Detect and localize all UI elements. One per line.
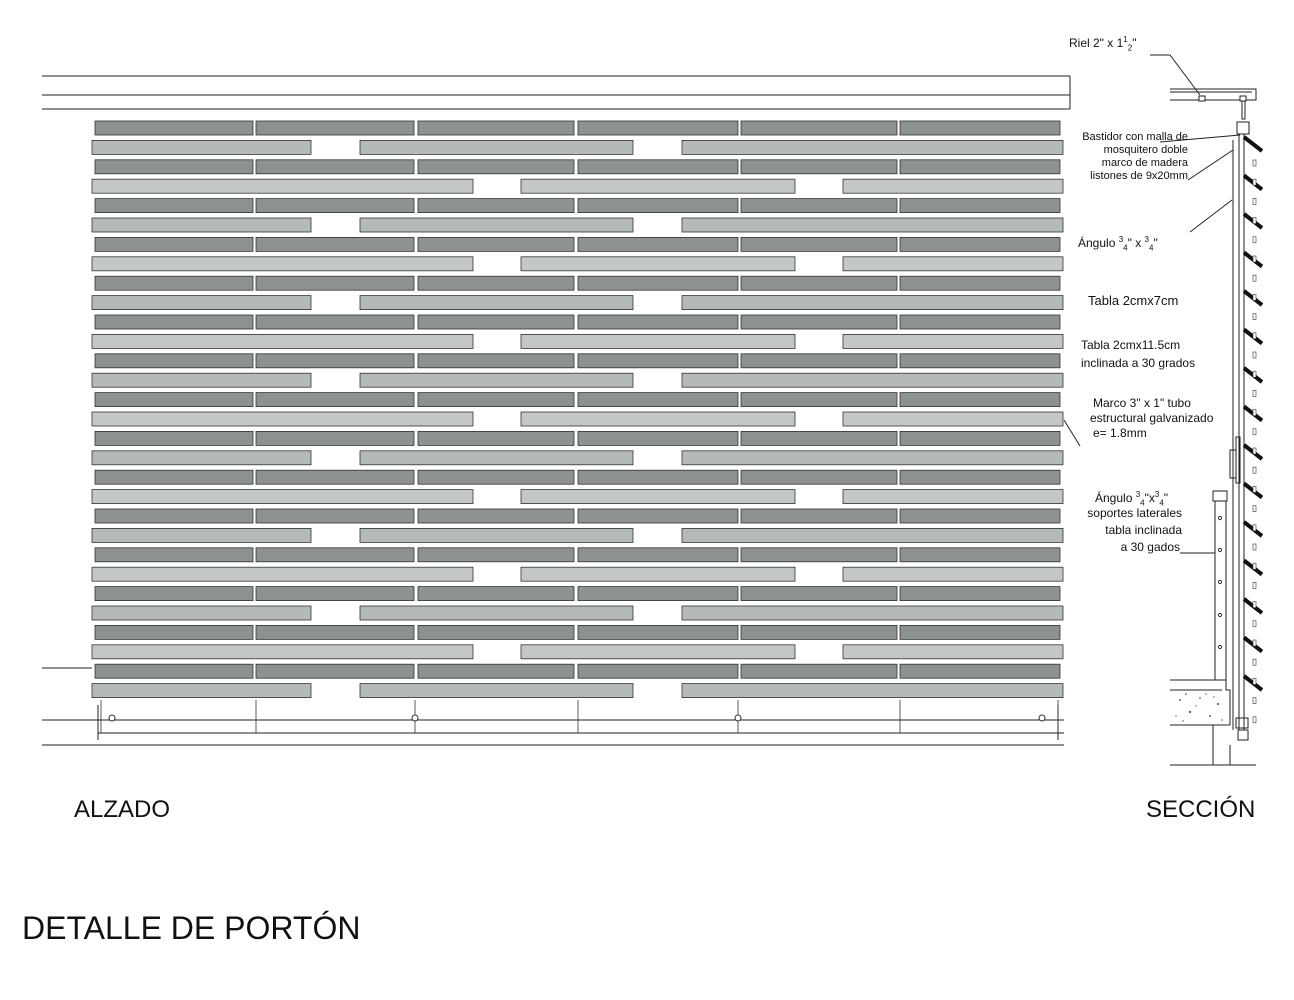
dark-slat [418, 315, 574, 329]
soportes-line-1: soportes laterales [1087, 506, 1182, 520]
dark-slat [95, 393, 253, 407]
dark-slat [418, 199, 574, 213]
dark-slat [741, 315, 897, 329]
dark-slat [256, 199, 414, 213]
light-slat [92, 606, 311, 620]
dark-slat [256, 587, 414, 601]
section-clip [1253, 544, 1256, 550]
light-slat [360, 296, 633, 310]
section-clip [1253, 160, 1256, 166]
light-slat [92, 645, 473, 659]
bolt-icon [1218, 516, 1221, 519]
bastidor-line-1: Bastidor con malla de [1082, 131, 1188, 143]
marco-annotation [1090, 396, 1213, 440]
elevation-posts [101, 700, 1058, 733]
dark-slat [95, 315, 253, 329]
section-clip [1253, 698, 1256, 704]
section-clip [1253, 314, 1256, 320]
light-slat [521, 334, 795, 348]
tabla-115-line-2: inclinada a 30 grados [1081, 356, 1196, 370]
dark-slat [741, 625, 897, 639]
dark-slat [256, 393, 414, 407]
dark-slat [95, 237, 253, 251]
section-clip [1253, 237, 1256, 243]
dark-slat [900, 199, 1060, 213]
tabla-115-line-1: Tabla 2cmx11.5cm [1081, 338, 1181, 352]
dark-slat [256, 625, 414, 639]
dark-slat [95, 276, 253, 290]
dark-slat [900, 237, 1060, 251]
wheel-icon [109, 715, 115, 721]
light-slat [843, 179, 1063, 193]
dark-slat [900, 354, 1060, 368]
dark-slat [741, 431, 897, 445]
dark-slat [578, 121, 738, 135]
section-clip [1253, 659, 1256, 665]
riel-annotation: Riel 2" x $1^1_2$" [1069, 35, 1137, 53]
light-slat [843, 490, 1063, 504]
light-slat [682, 528, 1063, 542]
dark-slat [741, 548, 897, 562]
dark-slat [900, 509, 1060, 523]
dark-slat [418, 664, 574, 678]
bolt-icon [1218, 580, 1221, 583]
light-slat [92, 179, 473, 193]
light-slat [521, 490, 795, 504]
section-clip [1253, 352, 1256, 358]
dark-slat [578, 587, 738, 601]
inclined-slat [1244, 137, 1262, 151]
dark-slat [418, 431, 574, 445]
soportes-line-2: tabla inclinada [1105, 523, 1182, 537]
dark-slat [900, 587, 1060, 601]
light-slat [360, 451, 633, 465]
section-clip [1253, 333, 1256, 339]
dark-slat [256, 160, 414, 174]
light-slat [92, 140, 311, 154]
dark-slat [256, 276, 414, 290]
dark-slat [95, 354, 253, 368]
dark-slat [578, 431, 738, 445]
dark-slat [741, 354, 897, 368]
light-slat [360, 528, 633, 542]
light-slat [360, 140, 633, 154]
marco-line-1: Marco 3" x 1" tubo [1093, 396, 1191, 410]
wheel-icon [1039, 715, 1045, 721]
section-clip [1253, 179, 1256, 185]
section-bolts [1218, 516, 1221, 648]
dark-slat [900, 315, 1060, 329]
tabla-7-annotation: Tabla 2cmx7cm [1088, 293, 1179, 308]
dark-slat [418, 160, 574, 174]
light-slat [682, 373, 1063, 387]
section-clip [1253, 390, 1256, 396]
dark-slat [900, 548, 1060, 562]
light-slat [682, 451, 1063, 465]
dark-slat [741, 276, 897, 290]
dark-slat [95, 121, 253, 135]
dark-slat [418, 470, 574, 484]
dark-slat [95, 199, 253, 213]
dark-slat [256, 121, 414, 135]
dark-slat [95, 470, 253, 484]
dark-slat [741, 121, 897, 135]
dark-slat [900, 121, 1060, 135]
dark-slat [95, 587, 253, 601]
angulo-annotation-2: Ángulo $^3_4"x^3_4$" [1095, 490, 1169, 508]
section-label: SECCIÓN [1146, 796, 1256, 823]
section-clip [1253, 486, 1256, 492]
dark-slat [741, 587, 897, 601]
dark-slat [578, 509, 738, 523]
section-clip [1253, 678, 1256, 684]
dark-slat [418, 509, 574, 523]
dark-slat [900, 625, 1060, 639]
dark-slat [578, 160, 738, 174]
dark-slat [741, 237, 897, 251]
dark-slat [741, 470, 897, 484]
dark-slat [418, 237, 574, 251]
light-slat [682, 218, 1063, 232]
dark-slat [256, 315, 414, 329]
wheel-icon [735, 715, 741, 721]
light-slat [92, 528, 311, 542]
light-slat [843, 412, 1063, 426]
dark-slat [418, 393, 574, 407]
section-clip [1253, 563, 1256, 569]
light-slat [92, 373, 311, 387]
dark-slat [578, 354, 738, 368]
section-clip [1253, 410, 1256, 416]
light-slat [521, 179, 795, 193]
section-clip [1253, 582, 1256, 588]
light-slat [92, 684, 311, 698]
dark-slat [256, 548, 414, 562]
light-slat [682, 140, 1063, 154]
marco-line-2: estructural galvanizado [1090, 411, 1214, 425]
dark-slat [900, 664, 1060, 678]
section-clip [1253, 602, 1256, 608]
dark-slat [95, 160, 253, 174]
bottom-frame [42, 668, 1064, 745]
light-slat [843, 567, 1063, 581]
dark-slat [418, 548, 574, 562]
elevation-label: ALZADO [74, 796, 171, 823]
dark-slat [95, 625, 253, 639]
dark-slat [741, 199, 897, 213]
dark-slat [256, 431, 414, 445]
dark-slat [578, 470, 738, 484]
drawing-title: DETALLE DE PORTÓN [22, 910, 361, 946]
dark-slat [418, 625, 574, 639]
section-clip [1253, 467, 1256, 473]
light-slat [360, 218, 633, 232]
dark-slat [256, 470, 414, 484]
marco-line-3: e= 1.8mm [1093, 426, 1147, 440]
section-clip [1253, 198, 1256, 204]
bastidor-line-2: mosquitero doble [1103, 144, 1188, 156]
dark-slat [741, 509, 897, 523]
section-clip [1253, 621, 1256, 627]
light-slat [843, 257, 1063, 271]
bastidor-line-4: listones de 9x20mm [1090, 170, 1188, 182]
light-slat [843, 334, 1063, 348]
bastidor-line-3: marco de madera [1101, 157, 1188, 169]
dark-slat [741, 160, 897, 174]
top-rail [42, 76, 1070, 109]
dark-slat [578, 664, 738, 678]
light-slat [92, 334, 473, 348]
section-clip [1253, 448, 1256, 454]
light-slat [521, 257, 795, 271]
section-clip [1253, 275, 1256, 281]
section-slats [1244, 137, 1262, 723]
bastidor-annotation [1066, 131, 1188, 183]
dark-slat [578, 276, 738, 290]
light-slat [521, 645, 795, 659]
soportes-annotation [1070, 506, 1182, 554]
dark-slat [256, 664, 414, 678]
bolt-icon [1218, 613, 1221, 616]
bolt-icon [1218, 645, 1221, 648]
dark-slat [578, 237, 738, 251]
section-clip [1253, 525, 1256, 531]
elevation-slats [92, 121, 1063, 698]
wheel-icon [412, 715, 418, 721]
section-clip [1253, 506, 1256, 512]
dark-slat [418, 587, 574, 601]
dark-slat [578, 199, 738, 213]
dark-slat [256, 509, 414, 523]
light-slat [521, 567, 795, 581]
bolt-icon [1218, 548, 1221, 551]
dark-slat [741, 393, 897, 407]
dark-slat [95, 548, 253, 562]
dark-slat [418, 276, 574, 290]
light-slat [360, 684, 633, 698]
angulo-annotation-1: Ángulo $^3_4$" x $^3_4$" [1078, 235, 1158, 253]
section-clip [1253, 429, 1256, 435]
section-clip [1253, 218, 1256, 224]
light-slat [360, 606, 633, 620]
section-clip [1253, 717, 1256, 723]
section-clip [1253, 640, 1256, 646]
dark-slat [95, 664, 253, 678]
dark-slat [900, 470, 1060, 484]
dark-slat [900, 431, 1060, 445]
light-slat [521, 412, 795, 426]
light-slat [682, 296, 1063, 310]
light-slat [682, 606, 1063, 620]
dark-slat [95, 509, 253, 523]
dark-slat [578, 625, 738, 639]
section-clip [1253, 294, 1256, 300]
dark-slat [95, 431, 253, 445]
tabla-115-annotation [1081, 338, 1195, 370]
light-slat [92, 412, 473, 426]
section-clip [1253, 371, 1256, 377]
light-slat [92, 567, 473, 581]
dark-slat [418, 354, 574, 368]
dark-slat [256, 237, 414, 251]
light-slat [360, 373, 633, 387]
light-slat [92, 257, 473, 271]
light-slat [92, 451, 311, 465]
dark-slat [900, 160, 1060, 174]
dark-slat [578, 548, 738, 562]
dark-slat [578, 393, 738, 407]
light-slat [92, 296, 311, 310]
section-clip [1253, 256, 1256, 262]
light-slat [92, 218, 311, 232]
soportes-line-3: a 30 gados [1120, 540, 1180, 554]
dark-slat [900, 276, 1060, 290]
light-slat [682, 684, 1063, 698]
light-slat [843, 645, 1063, 659]
dark-slat [741, 664, 897, 678]
dark-slat [256, 354, 414, 368]
concrete-hatch [1175, 693, 1223, 722]
light-slat [92, 490, 473, 504]
dark-slat [418, 121, 574, 135]
dark-slat [900, 393, 1060, 407]
dark-slat [578, 315, 738, 329]
